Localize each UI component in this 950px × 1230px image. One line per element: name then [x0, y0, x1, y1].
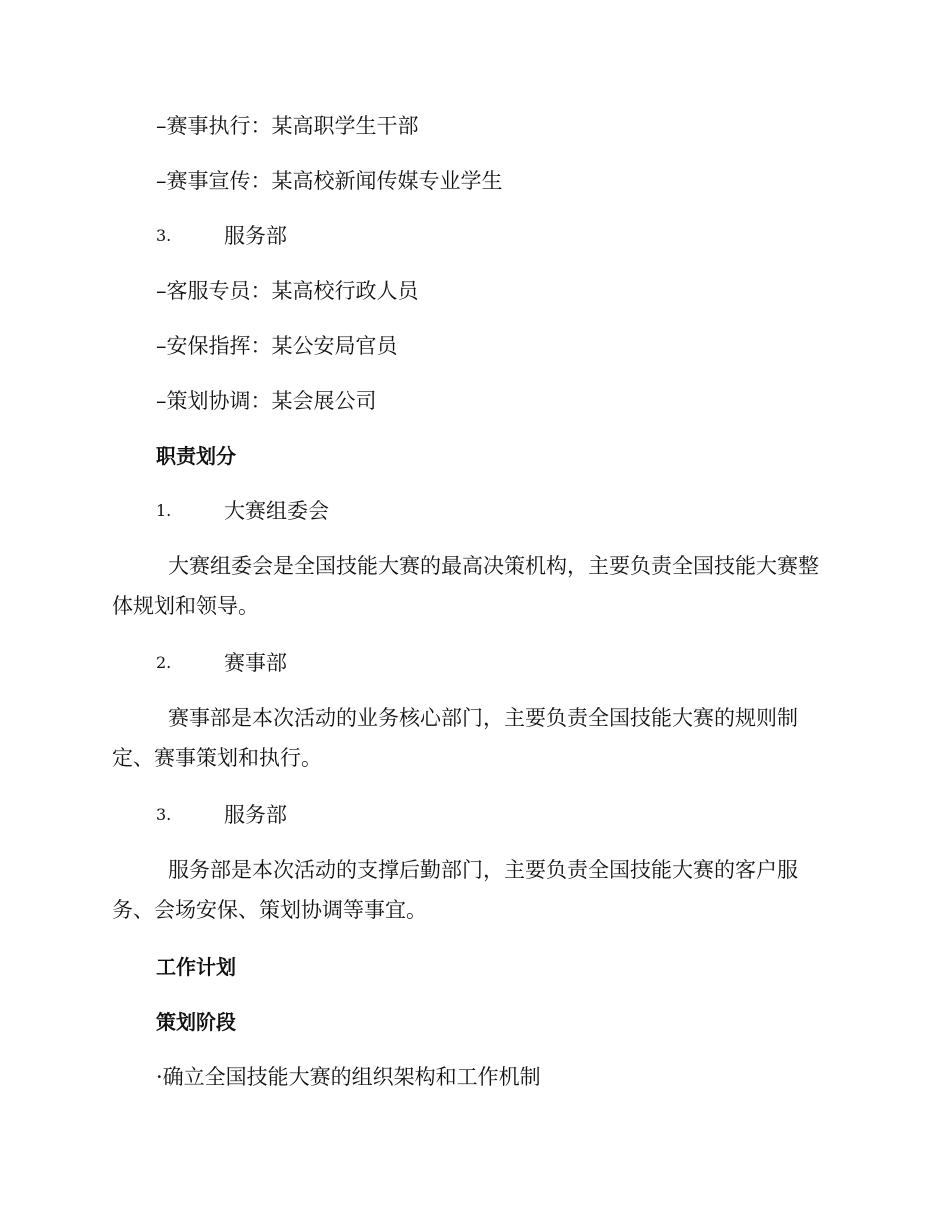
section-heading: 工作计划	[156, 955, 236, 979]
list-item: –客服专员：某高校行政人员	[156, 279, 419, 303]
item-number: 3.	[156, 226, 172, 245]
paragraph: 赛事部是本次活动的业务核心部门，主要负责全国技能大赛的规则制定、赛事策划和执行。	[112, 706, 798, 770]
list-item: –赛事执行：某高职学生干部	[156, 114, 419, 138]
list-item: –安保指挥：某公安局官员	[156, 334, 398, 358]
subsection-heading: 策划阶段	[156, 1010, 236, 1034]
paragraph: 大赛组委会是全国技能大赛的最高决策机构，主要负责全国技能大赛整体规划和领导。	[112, 554, 819, 618]
bullet-item: ·确立全国技能大赛的组织架构和工作机制	[156, 1065, 541, 1089]
section-heading: 职责划分	[156, 444, 236, 468]
item-label: 大赛组委会	[224, 499, 329, 523]
item-number: 1.	[156, 501, 172, 520]
item-label: 服务部	[224, 224, 287, 248]
item-label: 服务部	[224, 803, 287, 827]
item-label: 赛事部	[224, 651, 287, 675]
paragraph: 服务部是本次活动的支撑后勤部门，主要负责全国技能大赛的客户服务、会场安保、策划协调等事宜。	[112, 858, 798, 922]
item-number: 2.	[156, 653, 172, 672]
list-item: –赛事宣传：某高校新闻传媒专业学生	[156, 169, 503, 193]
item-number: 3.	[156, 805, 172, 824]
list-item: –策划协调：某会展公司	[156, 389, 377, 413]
